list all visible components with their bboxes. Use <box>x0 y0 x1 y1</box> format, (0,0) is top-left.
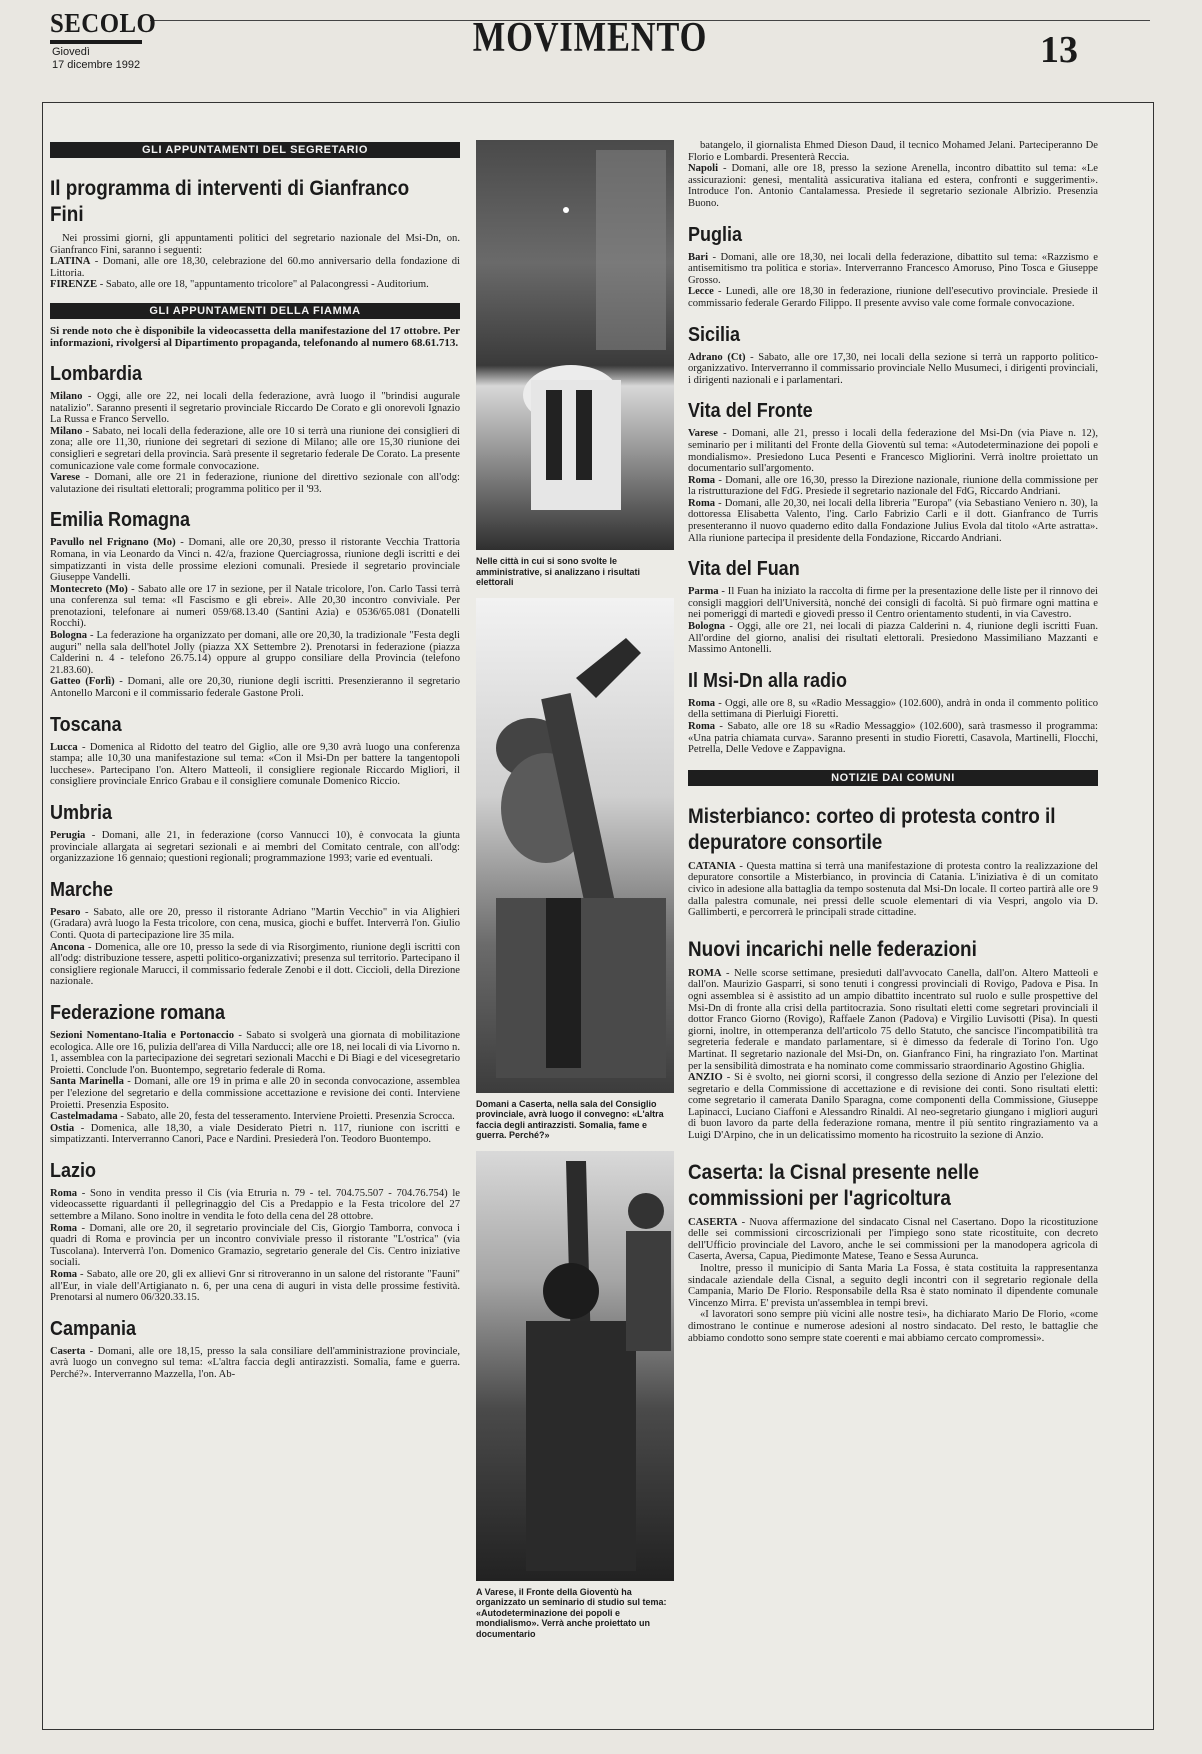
announcement-item <box>50 1123 460 1146</box>
article-title-fini-text: Il programma di interventi di Gianfranco Fini <box>50 177 410 226</box>
section-block <box>50 714 460 788</box>
announcement-place: Varese <box>50 472 81 484</box>
announcement-item <box>688 286 1098 309</box>
column-photos <box>476 140 674 1692</box>
announcement-text: - Oggi, alle ore 22, nei locali della federazione, avrà luogo il "brindisi augurale natalizio". Saranno presenti il segretario provinciale Riccardo De Corato e gli onorevoli Ignazio La Russa e Franco Servello. <box>50 390 460 426</box>
announcement-text: - Nelle scorse settimane, presieduti dall'avvocato Canella, dall'on. Altero Matteoli e dall'on. Maurizio Gasparri, si sono tenuti i congressi provinciali di Rovigo, Padova e Pisa. In ogni assemblea si è assistito ad un ampio dibattito incentrato sul ruolo e sulle prospettive del Msi-Dn di fronte alla crisi della partitocrazia. Sono risultati eletti come segretari provinciali il dottor Franco Giorno (Rovigo), Raffaele Zanon (Padova) e Virgilio Luvisotti (Pisa). In questi giorni, inoltre, in ottemperanza dell'articolo 75 dello Statuto, che sancisce l'incompatibilità tra segreteria federale e mandato parlamentare, si è dimesso da federale di Torino l'on. Ugo Martinat. Il segretario nazionale del Msi-Dn, on. Gianfranco Fini, ha ringraziato l'on. Martinat per la sensibilità dimostrata e ha nominato come commissario straordinario Agostino Ghiglia. <box>688 967 1098 1072</box>
announcement-item <box>50 1111 460 1123</box>
section-heading: Vita del Fuan <box>688 558 800 581</box>
section-block <box>50 879 460 988</box>
section-heading: Marche <box>50 878 114 901</box>
announcement-item <box>50 676 460 699</box>
announcement-item <box>50 1030 460 1076</box>
section-heading: Umbria <box>50 802 113 824</box>
photo-soldier-illustration <box>476 598 674 1093</box>
photo-fighters <box>476 1151 674 1581</box>
announcement-place: Milano <box>50 390 83 402</box>
section-bar-segretario: GLI APPUNTAMENTI DEL SEGRETARIO <box>50 142 460 158</box>
announcement-place: CATANIA <box>688 860 736 872</box>
announcement-place: Lucca <box>50 741 78 753</box>
announcement-item <box>50 1076 460 1111</box>
announcement-text: - Sono in vendita presso il Cis (via Etruria n. 79 - tel. 704.75.507 - 704.76.754) le videocassette riguardanti il pellegrinaggio del Cis a Predappio e la Festa tricolore del 27 settembre a Milano. Sono inoltre in vendita le foto della cena del 28 ottobre. <box>50 1187 460 1223</box>
announcement-place: Santa Marinella <box>50 1076 124 1088</box>
column-left <box>50 140 460 1692</box>
announcement-item <box>688 1263 1098 1309</box>
page-header <box>0 0 1202 100</box>
announcement-text: - Domani, alle ore 20, il segretario provinciale del Cis, Giorgio Tamborra, convoca i quadri di Roma e provincia per un incontro conviviale presso il ristorante "L'ostrica" (via Tuscolana). Interverrà l'on. Domenico Gramazio, segretario generale del Cis. Centro iniziative sociali. <box>50 1222 460 1269</box>
announcement-text: - Domani, alle ore 20,30, riunione degli iscritti. Presenzieranno il segretario Antonello Marconi e il commissario federale Gastone Proli. <box>50 676 460 700</box>
announcement-place: FIRENZE <box>50 279 98 291</box>
announcement-item <box>50 942 460 988</box>
photo-caption-elections: Nelle città in cui si sono svolte le amministrative, si analizzano i risultati elettorali <box>476 556 641 587</box>
section-bar-fiamma: GLI APPUNTAMENTI DELLA FIAMMA <box>50 303 460 319</box>
announcement-place: Sezioni Nomentano-Italia e Portonaccio <box>50 1029 235 1041</box>
announcement-item <box>688 498 1098 544</box>
announcement-place: ANZIO <box>688 1072 723 1084</box>
announcement-item <box>50 279 460 291</box>
regional-sections <box>50 363 460 1381</box>
masthead-logo: SECOLO <box>50 8 157 38</box>
right-sections <box>688 224 1098 756</box>
announcement-text: - Questa mattina si terrà una manifestazione di protesta contro la realizzazione del depuratore consortile a Misterbianco, in provincia di Catania. L'iniziativa è di un comitato civico in adesione alla battaglia da tempo sostenuta dal Msi-Dn locale. Il corteo partirà alle ore 9 dalla palestra comunale, nei pressi delle scuole elementari di via Vespri, angolo via D. Gallimberti, e percorrerà le principali strade cittadine. <box>688 860 1098 919</box>
announcement-text: - Lunedì, alle ore 18,30 in federazione, riunione dell'esecutivo provinciale. Presiede il commissario federale Gerardo Filippo. Il presente avviso vale come formale convocazione. <box>688 286 1098 309</box>
videocassette-notice: Si rende noto che è disponibile la videocassetta della manifestazione del 17 ottobre. Per informazioni, rivolgersi al Dipartimento propaganda, telefonando al numero 68.61.713. <box>50 324 460 349</box>
section-block <box>50 509 460 699</box>
announcement-place: Ancona <box>50 941 85 953</box>
announcement-place: Roma <box>688 697 716 709</box>
section-title: MOVIMENTO <box>472 15 708 61</box>
announcement-text: - Domenica, alle ore 10, presso la sede di via Risorgimento, riunione degli iscritti con all'odg: distribuzione tessere, aspetti politico-organizzativi; presenza sul territorio. Partecipano il consigliere regionale Marucci, il commissario federale Zenobi e il dott. Ciccioli, della Direzione nazionale. <box>50 941 460 988</box>
announcement-text: - Domani, alle ore 20,30, presso il ristorante Vecchia Trattoria Romana, in via Leonardo da Vinci n. 42/a, frazione Querciagrossa, riunione degli iscritti e dei simpatizzanti in vista delle prossime elezioni comunali. Presiede il segretario provinciale Giuseppe Vandelli. <box>50 537 460 584</box>
announcement-text: - Il Fuan ha iniziato la raccolta di firme per la presentazione delle liste per il rinnovo dei consigli maggiori dell'Università, nonché dei consigli di facoltà. Si può firmare ogni mattina e nei pomeriggi di martedì e giovedì presso il Centro orientamento studenti, in via Cavestro. <box>688 586 1098 621</box>
section-heading: Puglia <box>688 223 743 246</box>
announcement-place: Pesaro <box>50 906 81 918</box>
section-bar-comuni: NOTIZIE DAI COMUNI <box>688 770 1098 786</box>
announcement-place: Perugia <box>50 830 86 841</box>
announcement-item <box>688 1309 1098 1344</box>
section-heading: Campania <box>50 1317 137 1340</box>
photo-speaker-illustration <box>476 140 674 550</box>
announcement-text: - Domani, alle ore 19 in prima e alle 20 in seconda convocazione, assemblea per l'elezione del segretario e della commissione accettazione e revisione dei conti. Interviene Proietti. Presenzia Esposito. <box>50 1076 460 1111</box>
announcement-text: - Si è svolto, nei giorni scorsi, il congresso della sezione di Anzio per l'elezione del segretario e della Commissione di accettazione e di revisione dei conti. Sono risultati eletti: come segretario il camerata Danilo Sparagna, come componenti della Commissione, Giuseppe Lapinacci, Luciano Ciaffoni e Alessandro Rinaldi. Al neo-segretario giungano i migliori auguri di buon lavoro da parte della federazione romana, mentre il più sentito ringraziamento va a Luigi D'Arpino, che in un delicatissimo momento ha ricostruito la sezione di Anzio. <box>688 1072 1098 1142</box>
section-block <box>50 1160 460 1304</box>
announcement-place: Caserta <box>50 1345 86 1357</box>
announcement-item <box>688 428 1098 474</box>
announcement-text: Inoltre, presso il municipio di Santa Maria La Fossa, è stata costituita la rappresentanza sindacale aziendale della Cisnal, a seguito degli incontri con il segretario regionale della Campania, Mario De Florio. Responsabile della Rsa è stato nominato il dipendente comunale Vincenzo Mirra. E' prevista un'assemblea in tempi brevi. <box>688 1263 1098 1309</box>
announcement-place: Montecreto (Mo) <box>50 583 128 595</box>
announcement-place: Bologna <box>688 621 726 633</box>
announcement-item <box>50 584 460 630</box>
announcement-place: Varese <box>688 428 719 440</box>
announcement-item <box>50 391 460 426</box>
announcement-text: - Domani, alle ore 18,30, celebrazione del 60.mo anniversario della fondazione di Littoria. <box>50 256 460 279</box>
section-block <box>688 670 1098 756</box>
news-articles <box>688 804 1098 1344</box>
fini-items <box>50 256 460 291</box>
photo-caption-caserta: Domani a Caserta, nella sala del Consiglio provinciale, avrà luogo il convegno: «L'altra faccia degli antirazzisti. Somalia, fame e guerra. Perché?» <box>476 1098 664 1140</box>
photo-soldier <box>476 598 674 1093</box>
announcement-place: Milano <box>50 425 83 437</box>
announcement-item <box>50 907 460 942</box>
issue-date: 17 dicembre 1992 <box>52 59 141 71</box>
announcement-text: - Domani, alle ore 18, presso la sezione Arenella, incontro dibattito sul tema: «Le assicurazioni: genesi, mentalità assicurativa italiana ed estera, confronti e suggerimenti». Introduce l'on. Antonio Cantalamessa. Presiede il segretario sezionale Albrizio. Presenzia Buono. <box>688 163 1098 209</box>
section-heading: Emilia Romagna <box>50 509 191 532</box>
announcement-item <box>688 621 1098 656</box>
masthead-rule <box>50 40 142 44</box>
announcement-place: Ostia <box>50 1122 75 1134</box>
announcement-item <box>50 1269 460 1304</box>
section-block <box>688 937 1098 1142</box>
announcement-item <box>688 968 1098 1072</box>
announcement-item <box>688 721 1098 756</box>
announcement-item <box>50 742 460 788</box>
section-block <box>688 224 1098 310</box>
announcement-item <box>688 352 1098 387</box>
section-block <box>688 1160 1098 1345</box>
announcement-place: Roma <box>688 721 716 732</box>
section-block <box>688 558 1098 656</box>
announcement-item <box>50 830 460 865</box>
section-heading: Federazione romana <box>50 1001 226 1024</box>
announcement-item <box>688 1072 1098 1142</box>
announcement-text: - Domani, alle ore 18,15, presso la sala consiliare dell'amministrazione provinciale, avrà luogo un convegno sul tema: «L'altra faccia degli antirazzisti. Somalia, fame e guerra. Perché?». Interverranno Mazzella, l'on. Ab- <box>50 1345 460 1380</box>
announcement-text: - Domenica, alle 18,30, a viale Desiderato Pietri n. 117, riunione con iscritti e simpatizzanti. Interverranno Canori, Pace e Nardini. Presiederà l'on. Teodoro Buontempo. <box>50 1122 460 1146</box>
announcement-text: - Oggi, alle ore 8, su «Radio Messaggio» (102.600), andrà in onda il commento politico della settimana di Pierluigi Fioretti. <box>688 697 1098 721</box>
announcement-text: - Domani, alle 21, in federazione (corso Vannucci 10), è convocata la giunta provinciale allargata ai segretari sezionali e ai membri del Comitato centrale, con all'odg: organizzazione 16 gennaio; questioni regionali; programmazione 1993; varie ed eventuali. <box>50 830 460 865</box>
announcement-text: - Sabato, alle ore 17,30, nei locali della sezione si terrà un rapporto politico-organizzativo. Interverranno il commissario provinciale Nello Musumeci, i dirigenti provinciali, i dirigenti nazionali e i parlamentari. <box>688 351 1098 386</box>
section-heading: Lombardia <box>50 362 143 385</box>
announcement-text: - Domani, alle ore 16,30, presso la Direzione nazionale, riunione della commissione per la ristrutturazione del FdG. Presiede il segretario nazionale del FdG, Riccardo Andriani. <box>688 474 1098 498</box>
announcement-item <box>688 252 1098 287</box>
announcement-place: Roma <box>688 474 716 486</box>
announcement-item <box>50 256 460 279</box>
announcement-text: - Domenica al Ridotto del teatro del Giglio, alle ore 9,30 avrà luogo una conferenza stampa; alle 10,30 una manifestazione sul tema: «Con il Msi-Dn per battere la tangentopoli lucchese». Partecipano l'on. Altero Matteoli, il consigliere regionale Riccardo Migliori, il consigliere provinciale Enrico Grabau e il consigliere comunale Domenico Riccio. <box>50 741 460 788</box>
announcement-text: batangelo, il giornalista Ehmed Dieson Daud, il tecnico Mohamed Jelani. Parteciperanno De Florio e Lombardi. Presenterà Reccia. <box>688 140 1098 163</box>
announcement-text: - Sabato, alle ore 20, gli ex allievi Gnr si ritroveranno in un salone del ristorante "Fauni" all'Eur, in viale dell'Artigianato n. 6, per una cena di auguri in vista delle prossime festività. Prenotarsi al numero 06/320.33.15. <box>50 1269 460 1304</box>
page-number: 13 <box>1040 29 1078 71</box>
announcement-item <box>688 475 1098 498</box>
announcement-place: Roma <box>50 1222 78 1234</box>
announcement-item <box>50 1346 460 1381</box>
announcement-place: Bari <box>688 251 709 263</box>
announcement-text: - Domani, alle ore 21 in federazione, riunione del direttivo sezionale con all'odg: valutazione dei risultati elettorali; programma politico per il '93. <box>50 472 460 495</box>
announcement-text: - Domani, alle ore 18,30, nei locali della federazione, dibattito sul tema: «Razzismo e antisemitismo tra politica e storia». Interverranno Francesco Amoruso, Pino Tosca e Giuseppe Grosso. <box>688 251 1098 286</box>
announcement-place: Adrano (Ct) <box>688 351 746 363</box>
announcement-place: Lecce <box>688 286 714 298</box>
section-heading: Lazio <box>50 1159 97 1182</box>
photo-caption-varese: A Varese, il Fronte della Gioventù ha organizzato un seminario di studio sul tema: «Autodeterminazione dei popoli e mondialismo». Verrà anche proiettato un documentario <box>476 1586 667 1639</box>
announcement-text: - Sabato, nei locali della federazione, alle ore 10 si terrà una riunione dei consiglieri di zona; alle ore 11,30, riunione dei segretari di sezione di Milano; alle ore 15,30 riunione dei consiglieri e segretari della provincia. Sarà presente il segretario federale De Corato. La presente comunicazione vale come formale convocazione. <box>50 425 460 472</box>
announcement-text: - Sabato, alle ore 18 su «Radio Messaggio» (102.600), sarà trasmesso il programma: «Una patria chiamata curva». Saranno presenti in studio Fioretti, Casavola, Martinelli, Flocchi, Petrella, Delle Vedove e Zappavigna. <box>688 721 1098 756</box>
column-right <box>688 140 1098 1692</box>
fini-intro: Nei prossimi giorni, gli appuntamenti politici del segretario nazionale del Msi-Dn, on. Gianfranco Fini, saranno i seguenti: <box>50 233 460 256</box>
announcement-place: Gatteo (Forlì) <box>50 676 115 688</box>
announcement-text: «I lavoratori sono sempre più vicini alle nostre tesi», ha dichiarato Mario De Florio, «come dimostrano le continue e numerose adesioni al nostro sindacato. Del resto, le battaglie che abbiamo condotto sono sempre state coerenti e mai abbiamo cercato compromessi». <box>688 1309 1098 1344</box>
announcement-text: - Sabato si svolgerà una giornata di mobilitazione ecologica. Alle ore 16, pulizia dell'area di Villa Narducci; alle ore 18, nei locali di via Livorno n. 1, assemblea con la partecipazione dei segretari sezionali Macchi e Di Biagi e del vicesegretario Proietti. Conclude l'on. Buontempo, segretario federale di Roma. <box>50 1029 460 1076</box>
campania-continued <box>688 140 1098 210</box>
announcement-item <box>50 630 460 676</box>
announcement-text: - La federazione ha organizzato per domani, alle ore 20,30, la tradizionale "Festa degli auguri" nella sala dell'hotel Jolly (piazza XX Settembre 2). Prenotarsi in federazione (piazza Calderini n. 4 - telefono 26.75.14) oppure al gruppo consiliare della Provincia (telefono 21.83.60). <box>50 630 460 676</box>
announcement-item <box>50 472 460 495</box>
announcement-item <box>688 861 1098 919</box>
section-heading: Misterbianco: corteo di protesta contro il depuratore consortile <box>688 804 1056 854</box>
announcement-text: - Domani, alle 20,30, nei locali della libreria "Europa" (via Sebastiano Veniero n. 30), la dottoressa Elisabetta Valento, l'ing. Carlo Fabrizio Carli e il dott. Gianfranco de Turris presenteranno il nuovo quaderno edito dalla Fondazione Julius Evola dal titolo «Arte astratta». Alla riunione partecipa il presidente della Fondazione, Riccardo Andriani. <box>688 497 1098 544</box>
announcement-place: Parma <box>688 586 719 598</box>
announcement-item <box>688 163 1098 209</box>
section-block <box>50 363 460 495</box>
section-heading: Vita del Fronte <box>688 400 813 423</box>
announcement-place: CASERTA <box>688 1216 738 1228</box>
announcement-item <box>688 1217 1098 1263</box>
announcement-place: LATINA <box>50 256 91 268</box>
section-block <box>688 324 1098 387</box>
announcement-place: Roma <box>50 1269 78 1281</box>
section-block <box>688 804 1098 919</box>
announcement-item <box>688 698 1098 721</box>
announcement-item <box>688 140 1098 163</box>
announcement-text: - Nuova affermazione del sindacato Cisnal nel Casertano. Dopo la ricostituzione delle sei commissioni circoscrizionali per l'impiego sono state ricostituite, con decreto dell'Ufficio provinciale del Lavoro, anche le sei commissioni per la manodopera agricola di Caserta, Aversa, Capua, Piedimonte Matese, Teano e Sessa Aurunca. <box>688 1216 1098 1263</box>
announcement-item <box>50 537 460 583</box>
announcement-item <box>50 1223 460 1269</box>
section-heading: Toscana <box>50 713 122 736</box>
section-block <box>50 1318 460 1381</box>
announcement-text: - Sabato, alle ore 18, "appuntamento tricolore" al Palacongressi - Auditorium. <box>97 279 429 291</box>
section-block <box>50 1002 460 1146</box>
announcement-text: - Sabato, alle 20, festa del tesseramento. Interviene Proietti. Presenzia Scrocca. <box>117 1111 455 1123</box>
announcement-place: Pavullo nel Frignano (Mo) <box>50 537 176 549</box>
section-heading: Caserta: la Cisnal presente nelle commissioni per l'agricoltura <box>688 1160 979 1210</box>
announcement-text: - Domani, alle 21, presso i locali della federazione del Msi-Dn (via Piave n. 12), seminario per i militanti del Fronte della Gioventù sul tema: «Autodeterminazione dei popoli e mondialismo». Presiedono Luca Pesenti e Francesco Migliorini. Verrà inoltre proiettato un documentario sull'argomento. <box>688 428 1098 475</box>
announcement-item <box>50 426 460 472</box>
announcement-item <box>688 586 1098 621</box>
section-block <box>688 400 1098 544</box>
announcement-place: ROMA <box>688 967 722 979</box>
announcement-place: Bologna <box>50 630 88 642</box>
issue-day: Giovedì <box>52 46 90 58</box>
announcement-place: Napoli <box>688 163 719 175</box>
article-title-fini <box>50 176 446 228</box>
announcement-item <box>50 1188 460 1223</box>
section-heading: Sicilia <box>688 323 741 346</box>
announcement-place: Roma <box>50 1187 78 1199</box>
announcement-place: Roma <box>688 497 716 509</box>
photo-speaker <box>476 140 674 550</box>
announcement-text: - Oggi, alle ore 21, nei locali di piazza Calderini n. 4, riunione degli iscritti Fuan. All'ordine del giorno, analisi dei risultati elettorali. Presiedono Massimiliano Mazzanti e Massimo Antonelli. <box>688 621 1098 656</box>
announcement-place: Castelmadama <box>50 1111 118 1123</box>
photo-fighters-illustration <box>476 1151 674 1581</box>
announcement-text: - Sabato, alle ore 20, presso il ristorante Adriano "Martin Vecchio" in via Alighieri (Gradara) avrà luogo la Festa tricolore, con cena, musica, giochi e buffet. Interverrà l'on. Giulio Conti. Quota di partecipazione lire 35 mila. <box>50 906 460 941</box>
section-heading: Il Msi-Dn alla radio <box>688 669 848 692</box>
announcement-text: - Sabato alle ore 17 in sezione, per il Natale tricolore, l'on. Carlo Tassi terrà una conferenza sul tema: «Il Fascismo e gli ebrei». Alle 20,30 incontro conviviale. Per prenotazioni, telefonare ai numeri 059/68.13.40 (Santini Azia) e 0536/65.081 (Donatelli Rocchi). <box>50 583 460 630</box>
section-heading: Nuovi incarichi nelle federazioni <box>688 937 977 961</box>
section-block <box>50 802 460 865</box>
